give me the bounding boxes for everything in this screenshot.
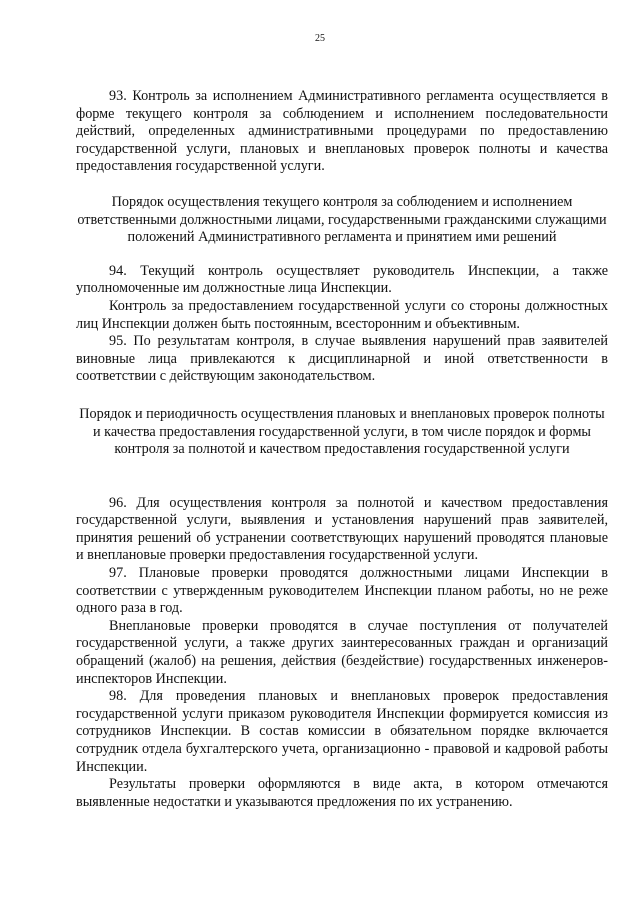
paragraph-96: 96. Для осуществления контроля за полнотой и качеством предоставления государственной услуги, выявления и установления нарушений прав заявителей, принятия решений об устранении соответствующих нарушений проводятся плановые и внеплановые проверки предоставления государственной услуги. — [76, 494, 608, 564]
paragraph-97: 97. Плановые проверки проводятся должностными лицами Инспекции в соответствии с утвержденным руководителем Инспекции планом работы, но не реже одного раза в год. — [76, 565, 608, 617]
section-heading-current-control: Порядок осуществления текущего контроля за соблюдением и исполнением ответственными должностными лицами, государственными гражданскими служащими положений Административного регламента и принятием ими решений — [77, 193, 607, 246]
paragraph-98: 98. Для проведения плановых и внеплановых проверок предоставления государственной услуги приказом руководителя Инспекции формируется комиссия из сотрудников Инспекции. В состав комиссии в обязательном порядке включается сотрудник отдела бухгалтерского учета, организационно - правовой и кадровой работы Инспекции. — [76, 688, 608, 775]
section-heading-inspections: Порядок и периодичность осуществления плановых и внеплановых проверок полноты и качества предоставления государственной услуги, в том числе порядок и формы контроля за полнотой и качеством предоставления государственной услуги — [79, 405, 605, 458]
paragraph-97-continued: Внеплановые проверки проводятся в случае поступления от получателей государственной услуги, а также других заинтересованных граждан и организаций обращений (жалоб) на решения, действия (бездействие) государственных инженеров-инспекторов Инспекции. — [76, 617, 608, 687]
paragraph-95: 95. По результатам контроля, в случае выявления нарушений прав заявителей виновные лица привлекаются к дисциплинарной и иной ответственности в соответствии с действующим законодательством. — [76, 333, 608, 385]
page-number: 25 — [315, 33, 325, 44]
paragraph-94-continued: Контроль за предоставлением государственной услуги со стороны должностных лиц Инспекции должен быть постоянным, всесторонним и объективным. — [76, 297, 608, 332]
paragraph-93: 93. Контроль за исполнением Административного регламента осуществляется в форме текущего контроля за соблюдением и исполнением последовательности действий, определенных административными процедурами по предоставлению государственной услуги, плановых и внеплановых проверок полноты и качества предоставления государственной услуги. — [76, 88, 608, 175]
document-body — [76, 88, 608, 811]
paragraph-94: 94. Текущий контроль осуществляет руководитель Инспекции, а также уполномоченные им должностные лица Инспекции. — [76, 262, 608, 297]
paragraph-98-continued: Результаты проверки оформляются в виде акта, в котором отмечаются выявленные недостатки и указываются предложения по их устранению. — [76, 776, 608, 810]
